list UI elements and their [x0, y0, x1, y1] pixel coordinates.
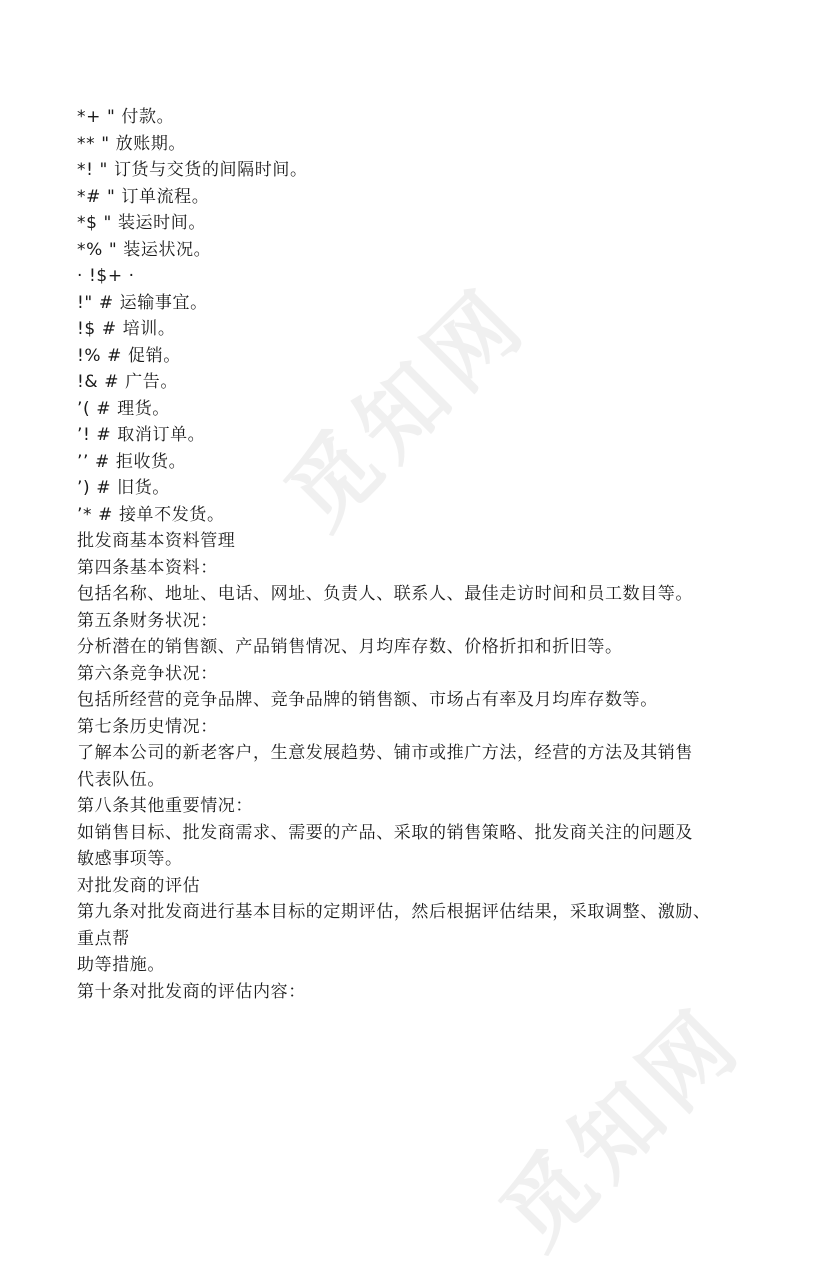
- document-body: [77, 104, 767, 1005]
- list-item: ’’ # 拒收货。: [77, 451, 187, 472]
- article-title: 第十条对批发商的评估内容：: [77, 981, 306, 1002]
- paragraph-line: 敏感事项等。: [77, 849, 183, 869]
- list-item: *% " 装运状况。: [77, 239, 212, 260]
- article-title: 第六条竞争状况：: [77, 663, 218, 684]
- list-item: !& # 广告。: [77, 372, 178, 392]
- watermark: 觅知网: [481, 987, 762, 1268]
- article-title: 第八条其他重要情况：: [77, 796, 253, 816]
- paragraph-line: 了解本公司的新老客户，生意发展趋势、铺市或推广方法，经营的方法及其销售: [77, 743, 693, 763]
- list-item: *$ " 装运时间。: [77, 213, 206, 233]
- paragraph-line: 代表队伍。: [77, 769, 165, 790]
- section-heading: 对批发商的评估: [77, 875, 201, 896]
- list-item: ** " 放账期。: [77, 133, 187, 154]
- article-title: 第五条财务状况：: [77, 610, 218, 631]
- paragraph-line: 分析潜在的销售额、产品销售情况、月均库存数、价格折扣和折旧等。: [77, 637, 623, 657]
- list-item: *! " 订货与交货的间隔时间。: [77, 160, 308, 180]
- paragraph-line: 助等措施。: [77, 955, 165, 975]
- list-item: !" # 运输事宜。: [77, 292, 208, 313]
- list-item: ’( # 理货。: [77, 398, 170, 419]
- list-item: ’* # 接单不发货。: [77, 504, 225, 525]
- list-item: ’) # 旧货。: [77, 478, 170, 498]
- list-item: *+ " 付款。: [77, 107, 175, 127]
- list-item: · !$+ ·: [77, 266, 135, 286]
- paragraph-line: 包括名称、地址、电话、网址、负责人、联系人、最佳走访时间和员工数目等。: [77, 584, 693, 604]
- list-item: !$ # 培训。: [77, 319, 176, 339]
- section-heading: 批发商基本资料管理: [77, 531, 236, 551]
- paragraph-line: 重点帮: [77, 928, 130, 949]
- watermark: 觅知网: [266, 267, 547, 548]
- list-item: !% # 促销。: [77, 345, 181, 366]
- article-title: 第四条基本资料：: [77, 557, 218, 578]
- paragraph-line: 如销售目标、批发商需求、需要的产品、采取的销售策略、批发商关注的问题及: [77, 822, 693, 843]
- paragraph-line: 第九条对批发商进行基本目标的定期评估，然后根据评估结果，采取调整、激励、: [77, 902, 711, 922]
- paragraph-line: 包括所经营的竞争品牌、竞争品牌的销售额、市场占有率及月均库存数等。: [77, 690, 658, 710]
- article-title: 第七条历史情况：: [77, 716, 218, 737]
- list-item: ’! # 取消订单。: [77, 425, 206, 445]
- list-item: *# " 订单流程。: [77, 186, 210, 207]
